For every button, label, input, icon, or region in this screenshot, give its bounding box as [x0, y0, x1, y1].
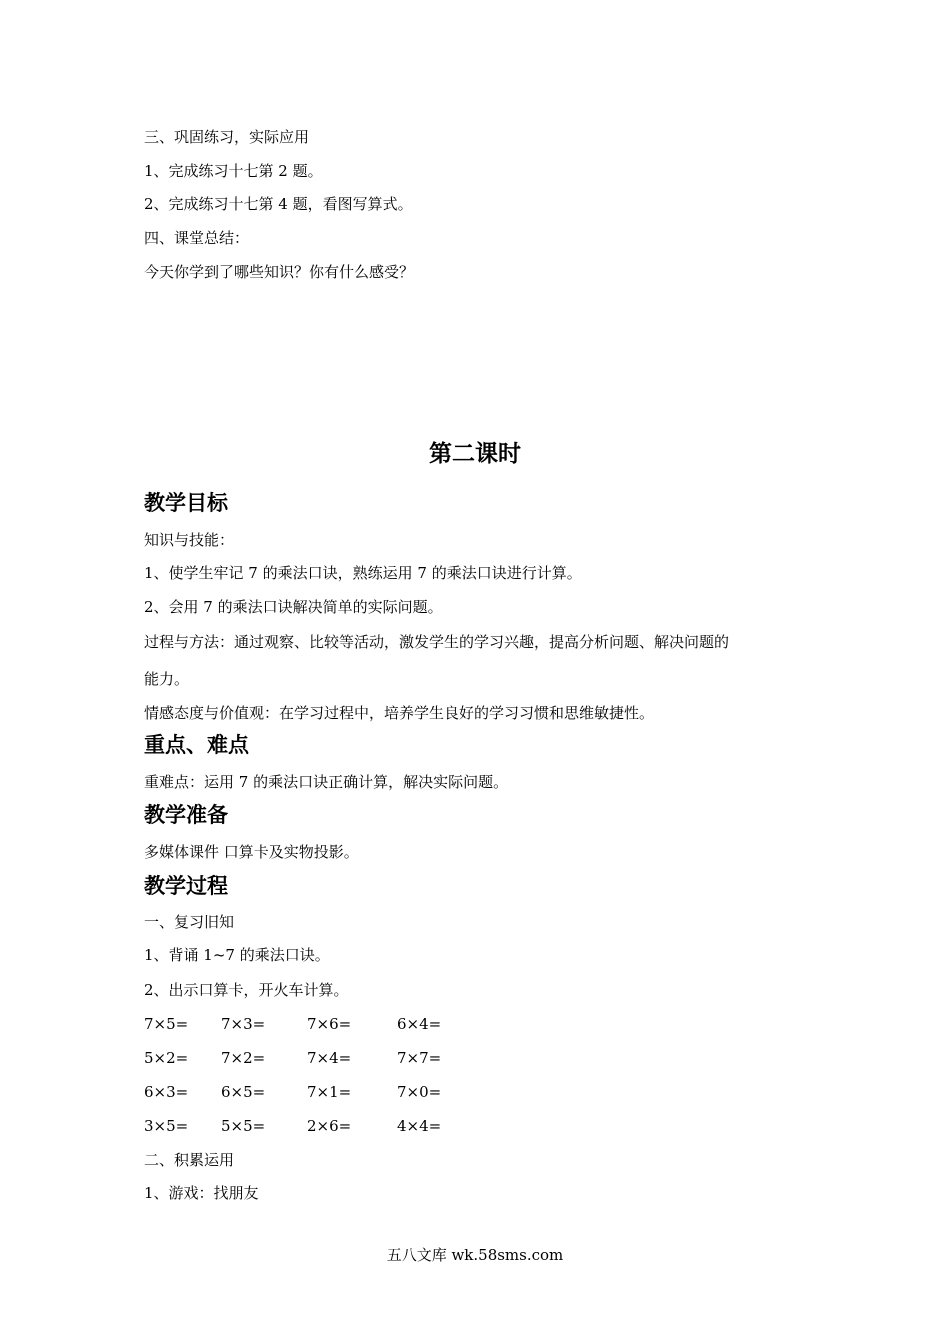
calc-cell: 5×5= [221, 1117, 266, 1135]
review-item-2: 2、出示口算卡，开火车计算。 [144, 981, 349, 999]
summary-text: 今天你学到了哪些知识？你有什么感受？ [144, 263, 415, 281]
calc-row [144, 1116, 564, 1136]
calc-cell: 4×4= [397, 1117, 442, 1135]
calc-cell: 7×1= [307, 1083, 352, 1101]
calc-cell: 7×5= [144, 1015, 189, 1033]
goals-heading: 教学目标 [144, 491, 228, 515]
key-points-text: 重难点：运用 7 的乘法口诀正确计算，解决实际问题。 [144, 773, 509, 791]
practice-item-1: 1、完成练习十七第 2 题。 [144, 162, 323, 180]
review-item-1: 1、背诵 1~7 的乘法口诀。 [144, 946, 330, 964]
knowledge-item-2: 2、会用 7 的乘法口诀解决简单的实际问题。 [144, 598, 443, 616]
calc-row [144, 1048, 564, 1068]
calc-cell: 7×3= [221, 1015, 266, 1033]
calc-cell: 6×3= [144, 1083, 189, 1101]
calc-cell: 3×5= [144, 1117, 189, 1135]
calc-cell: 6×4= [397, 1015, 442, 1033]
apply-heading: 二、积累运用 [144, 1151, 235, 1169]
knowledge-label: 知识与技能： [144, 531, 235, 549]
calc-cell: 7×6= [307, 1015, 352, 1033]
process-method-line-1: 过程与方法：通过观察、比较等活动，激发学生的学习兴趣，提高分析问题、解决问题的 [144, 633, 730, 651]
calc-cell: 7×4= [307, 1049, 352, 1067]
footer-watermark: 五八文库 wk.58sms.com [386, 1246, 564, 1264]
apply-item-1: 1、游戏：找朋友 [144, 1184, 259, 1202]
calc-cell: 7×0= [397, 1083, 442, 1101]
calc-row [144, 1014, 564, 1034]
calc-cell: 7×7= [397, 1049, 442, 1067]
calc-cell: 5×2= [144, 1049, 189, 1067]
prep-heading: 教学准备 [144, 803, 228, 827]
calc-row [144, 1082, 564, 1102]
process-heading: 教学过程 [144, 874, 228, 898]
calc-cell: 7×2= [221, 1049, 266, 1067]
process-method-line-2: 能力。 [144, 670, 190, 688]
emotion-goal: 情感态度与价值观：在学习过程中，培养学生良好的学习习惯和思维敏捷性。 [144, 704, 655, 722]
calc-cell: 6×5= [221, 1083, 266, 1101]
prep-text: 多媒体课件 口算卡及实物投影。 [144, 843, 359, 861]
key-points-heading: 重点、难点 [144, 733, 249, 757]
practice-item-2: 2、完成练习十七第 4 题，看图写算式。 [144, 195, 413, 213]
calc-cell: 2×6= [307, 1117, 352, 1135]
knowledge-item-1: 1、使学生牢记 7 的乘法口诀，熟练运用 7 的乘法口诀进行计算。 [144, 564, 582, 582]
summary-heading: 四、课堂总结： [144, 229, 250, 247]
practice-heading: 三、巩固练习，实际应用 [144, 128, 310, 146]
review-heading: 一、复习旧知 [144, 913, 235, 931]
lesson-title: 第二课时 [429, 441, 521, 467]
